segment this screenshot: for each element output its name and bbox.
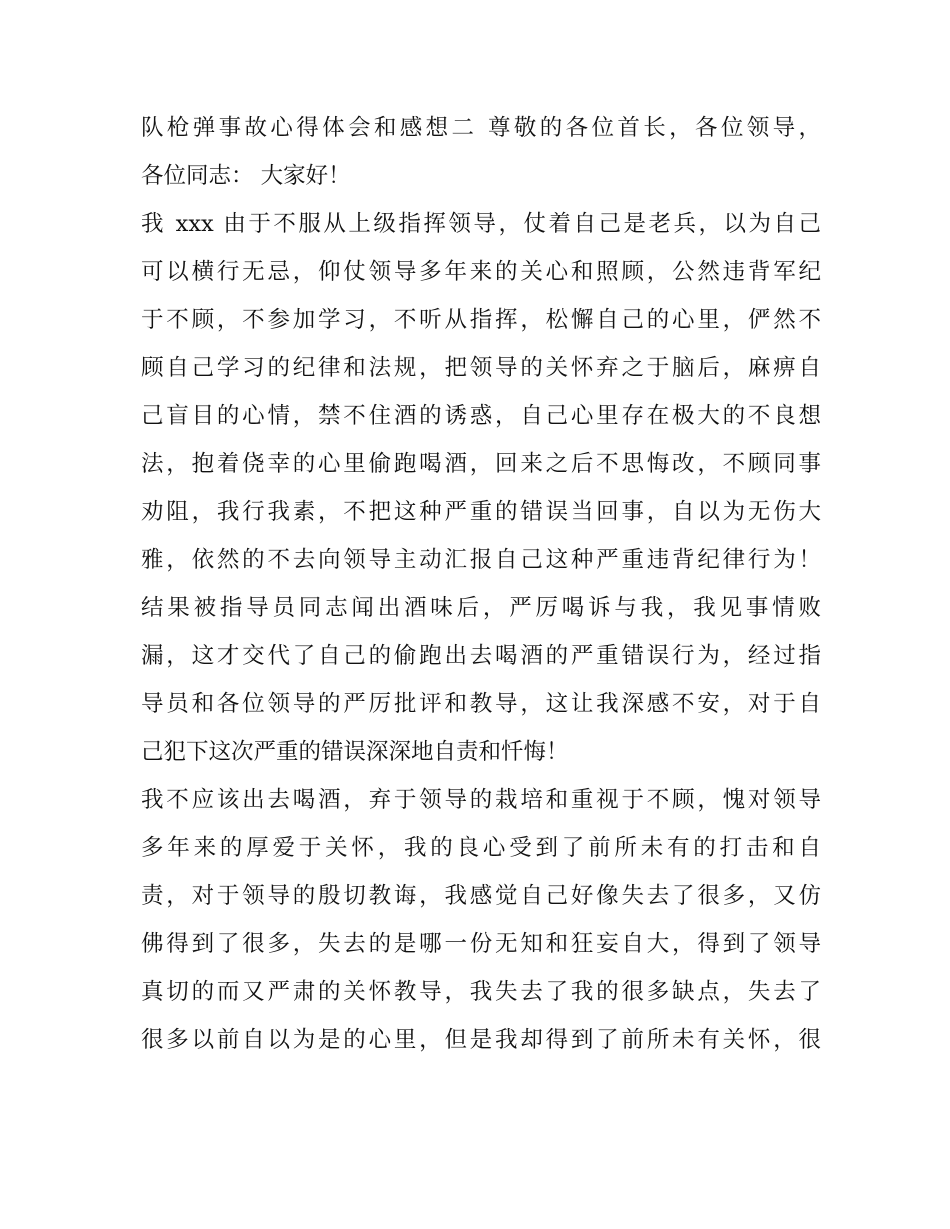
text-line: 我 xxx 由于不服从上级指挥领导，仗着自己是老兵，以为自己 (141, 211, 821, 237)
text-line: 己犯下这次严重的错误深深地自责和忏悔！ (141, 739, 569, 765)
text-line: 可以横行无忌，仰仗领导多年来的关心和照顾，公然违背军纪 (141, 259, 821, 285)
text-line: 己盲目的心情，禁不住酒的诱惑，自己心里存在极大的不良想 (141, 403, 821, 429)
text-line: 雅，依然的不去向领导主动汇报自己这种严重违背纪律行为！ (141, 547, 821, 573)
text-line: 漏，这才交代了自己的偷跑出去喝酒的严重错误行为，经过指 (141, 643, 821, 669)
text-line-title: 队枪弹事故心得体会和感想二 尊敬的各位首长，各位领导， (141, 115, 821, 141)
text-line-greeting: 各位同志： 大家好！ (141, 163, 351, 189)
text-line: 我不应该出去喝酒，弃于领导的栽培和重视于不顾，愧对领导 (141, 787, 821, 813)
text-line: 劝阻，我行我素，不把这种严重的错误当回事，自以为无伤大 (141, 499, 821, 525)
text-line: 多年来的厚爱于关怀，我的良心受到了前所未有的打击和自 (141, 835, 821, 861)
text-line: 法，抱着侥幸的心里偷跑喝酒，回来之后不思悔改，不顾同事 (141, 451, 821, 477)
text-line: 顾自己学习的纪律和法规，把领导的关怀弃之于脑后，麻痹自 (141, 355, 821, 381)
text-line: 很多以前自以为是的心里，但是我却得到了前所未有关怀，很 (141, 1027, 821, 1053)
text-line: 佛得到了很多，失去的是哪一份无知和狂妄自大，得到了领导 (141, 931, 821, 957)
text-line: 导员和各位领导的严厉批评和教导，这让我深感不安，对于自 (141, 691, 821, 717)
document-body (141, 104, 821, 1064)
text-line: 结果被指导员同志闻出酒味后，严厉喝诉与我，我见事情败 (141, 595, 821, 621)
text-line: 真切的而又严肃的关怀教导，我失去了我的很多缺点，失去了 (141, 979, 821, 1005)
text-line: 于不顾，不参加学习，不听从指挥，松懈自己的心里，俨然不 (141, 307, 821, 333)
text-line: 责，对于领导的殷切教诲，我感觉自己好像失去了很多，又仿 (141, 883, 821, 909)
